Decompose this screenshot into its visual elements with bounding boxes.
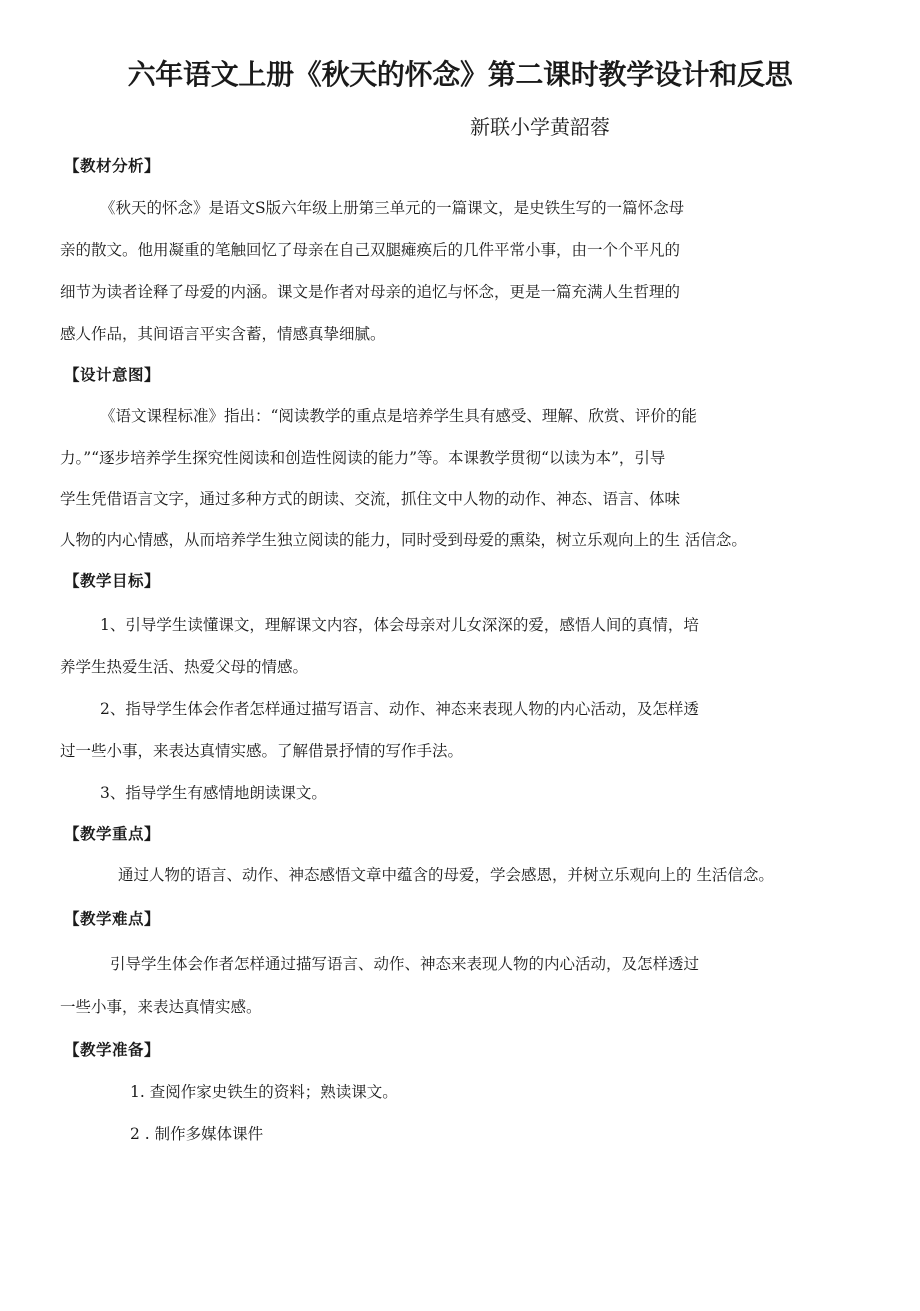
intent-line-2: 力。”“逐步培养学生探究性阅读和创造性阅读的能力”等。本课教学贯彻“以读为本”，引导 bbox=[60, 449, 666, 467]
key-points-line-1: 通过人物的语言、动作、神态感悟文章中蕴含的母爱，学会感恩，并树立乐观向上的 生活信念。 bbox=[118, 866, 774, 884]
analysis-line-1: 《秋天的怀念》是语文S版六年级上册第三单元的一篇课文，是史铁生写的一篇怀念母 bbox=[100, 199, 685, 217]
goals-line-5: 3、指导学生有感情地朗读课文。 bbox=[100, 784, 327, 802]
difficulties-line-1: 引导学生体会作者怎样通过描写语言、动作、神态来表现人物的内心活动，及怎样透过 bbox=[110, 955, 700, 973]
preparation-line-2: 2 . 制作多媒体课件 bbox=[130, 1125, 264, 1143]
intent-line-4: 人物的内心情感，从而培养学生独立阅读的能力，同时受到母爱的熏染，树立乐观向上的生 活信念。 bbox=[60, 531, 747, 549]
goals-line-3: 2、指导学生体会作者怎样通过描写语言、动作、神态来表现人物的内心活动，及怎样透 bbox=[100, 700, 699, 718]
intent-line-3: 学生凭借语言文字，通过多种方式的朗读、交流，抓住文中人物的动作、神态、语言、体味 bbox=[60, 490, 681, 508]
preparation-line-1: 1. 查阅作家史铁生的资料；熟读课文。 bbox=[130, 1083, 398, 1101]
analysis-line-4: 感人作品，其间语言平实含蓄，情感真挚细腻。 bbox=[60, 325, 386, 343]
goals-line-4: 过一些小事，来表达真情实感。了解借景抒情的写作手法。 bbox=[60, 742, 464, 760]
intent-line-1: 《语文课程标准》指出：“阅读教学的重点是培养学生具有感受、理解、欣赏、评价的能 bbox=[100, 407, 697, 425]
analysis-line-3: 细节为读者诠释了母爱的内涵。课文是作者对母亲的追忆与怀念，更是一篇充满人生哲理的 bbox=[60, 283, 681, 301]
difficulties-line-2: 一些小事，来表达真情实感。 bbox=[60, 998, 262, 1016]
section-heading-key-points: 【教学重点】 bbox=[64, 825, 161, 843]
section-heading-preparation: 【教学准备】 bbox=[64, 1041, 161, 1059]
section-heading-goals: 【教学目标】 bbox=[64, 572, 161, 590]
goals-line-1: 1、引导学生读懂课文，理解课文内容，体会母亲对儿女深深的爱，感悟人间的真情，培 bbox=[100, 616, 699, 634]
author-line: 新联小学黄韶蓉 bbox=[470, 115, 610, 139]
document-title: 六年语文上册《秋天的怀念》第二课时教学设计和反思 bbox=[127, 58, 793, 91]
section-heading-intent: 【设计意图】 bbox=[64, 366, 161, 384]
analysis-line-2: 亲的散文。他用凝重的笔触回忆了母亲在自己双腿瘫痪后的几件平常小事，由一个个平凡的 bbox=[60, 241, 681, 259]
section-heading-analysis: 【教材分析】 bbox=[64, 157, 161, 175]
goals-line-2: 养学生热爱生活、热爱父母的情感。 bbox=[60, 658, 309, 676]
section-heading-difficulties: 【教学难点】 bbox=[64, 910, 161, 928]
